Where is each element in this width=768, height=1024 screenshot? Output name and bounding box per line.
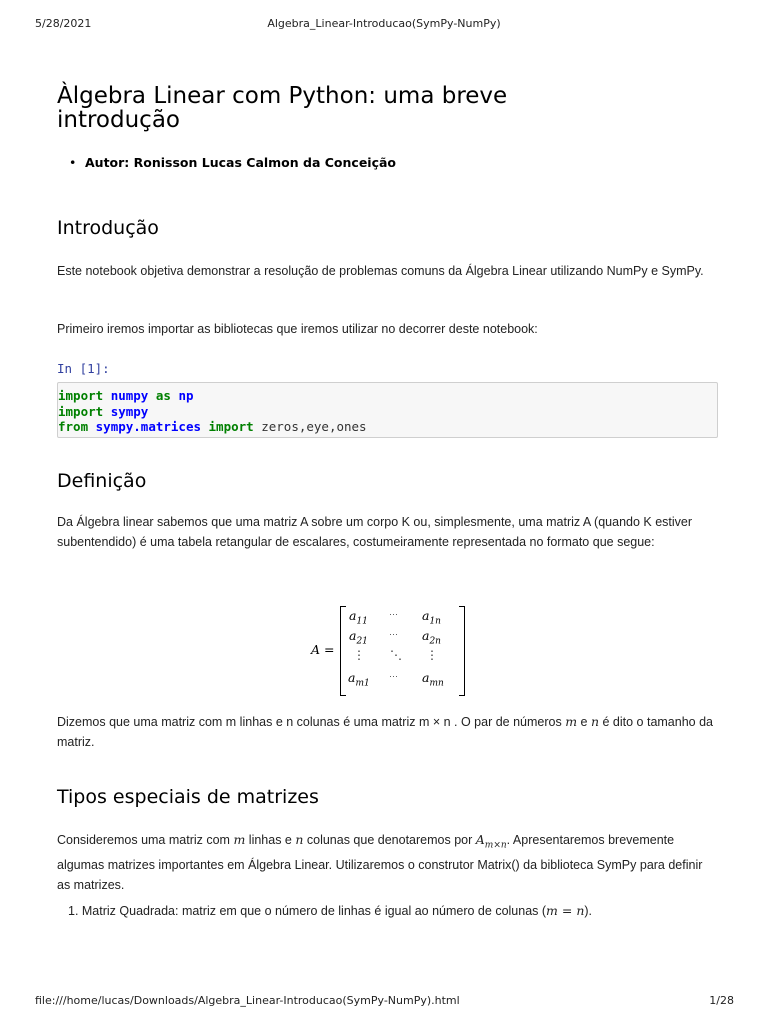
matrix-equation — [311, 606, 511, 698]
matrix-lhs — [311, 642, 334, 657]
text-run: e — [577, 715, 591, 729]
tipos-paragraph-1 — [57, 830, 718, 895]
matrix-hdots: ⋯ — [389, 672, 398, 682]
list-item — [57, 903, 592, 918]
matrix-cell — [422, 670, 444, 689]
text-run: 1. Matriz Quadrada: matriz em que o número de linhas é igual ao número de colunas ( — [68, 904, 547, 918]
code-identifiers: zeros,eye,ones — [261, 419, 367, 434]
left-bracket — [340, 606, 346, 696]
math-subscript: 21 — [356, 636, 368, 647]
code-module: numpy — [110, 388, 149, 403]
code-keyword: import — [58, 403, 104, 419]
text-run: é dito o tamanho da matriz. — [57, 715, 713, 749]
code-line-1 — [58, 388, 717, 404]
math-m: m — [565, 714, 578, 729]
code-keyword: import — [58, 388, 104, 403]
matrix-hdots: ⋯ — [389, 630, 398, 640]
section-heading-introducao: Introdução — [57, 217, 159, 239]
section-heading-definicao: Definição — [57, 470, 147, 492]
math-n: n — [590, 714, 600, 729]
section-heading-tipos: Tipos especiais de matrizes — [57, 786, 319, 808]
intro-paragraph-1: Este notebook objetiva demonstrar a resolução de problemas comuns da Álgebra Linear utilizando NumPy e SymPy. — [57, 264, 704, 278]
text-run: colunas que denotaremos por — [303, 833, 476, 847]
text-run: Consideremos uma matriz com — [57, 833, 234, 847]
math-m-equals-n: m = n — [546, 903, 585, 918]
print-header-title: Algebra_Linear-Introducao(SymPy-NumPy) — [267, 17, 501, 30]
page-title: Àlgebra Linear com Python: uma breve introdução — [57, 83, 508, 133]
right-bracket — [459, 606, 465, 696]
definicao-paragraph-2 — [57, 712, 718, 752]
cell-prompt: In [1]: — [57, 361, 110, 376]
author-list — [57, 155, 396, 170]
code-keyword: from — [58, 419, 89, 434]
math-subscript: 11 — [356, 616, 368, 627]
code-module: sympy.matrices — [95, 419, 201, 434]
text-run: ). — [584, 904, 593, 918]
matrix-cell — [349, 608, 368, 627]
matrix-cell — [349, 628, 368, 647]
math-symbol: A = — [311, 642, 335, 657]
math-symbol: a — [422, 608, 430, 623]
math-symbol: A — [475, 832, 485, 847]
print-footer-path: file:///home/lucas/Downloads/Algebra_Linear-Introducao(SymPy-NumPy).html — [35, 994, 460, 1007]
math-symbol: a — [422, 628, 430, 643]
matrix-vdots: ⋮ — [426, 648, 438, 662]
code-module: sympy — [110, 403, 149, 419]
intro-paragraph-2: Primeiro iremos importar as bibliotecas que iremos utilizar no decorrer deste notebook: — [57, 322, 538, 336]
math-symbol: a — [422, 670, 430, 685]
matrix-vdots: ⋮ — [353, 648, 365, 662]
math-n: n — [295, 832, 304, 847]
matrix-hdots: ⋯ — [389, 610, 398, 620]
math-m: m — [233, 832, 246, 847]
matrix-types-list — [57, 903, 592, 918]
math-subscript: 1n — [429, 616, 441, 627]
print-page-number: 1/28 — [709, 994, 734, 1007]
code-keyword: as — [155, 388, 171, 403]
code-cell[interactable] — [57, 382, 718, 438]
math-subscript: mn — [429, 678, 444, 689]
math-symbol: a — [348, 670, 356, 685]
text-run: . Apresentaremos brevemente algumas matrizes importantes em Álgebra Linear. Utilizaremos o construtor Matrix() da biblioteca SymPy para definir as matrizes. — [57, 833, 703, 892]
matrix-cell — [422, 628, 441, 647]
code-module: np — [178, 388, 194, 403]
author-item: • Autor: Ronisson Lucas Calmon da Conceição — [57, 155, 396, 170]
code-keyword: import — [208, 419, 254, 434]
math-symbol: a — [349, 628, 357, 643]
text-run: Dizemos que uma matriz com m linhas e n colunas é uma matriz m × n . O par de números — [57, 715, 566, 729]
matrix-cell — [422, 608, 441, 627]
matrix-ddots: ⋱ — [390, 648, 402, 662]
math-subscript: 2n — [429, 636, 441, 647]
math-subscript: m1 — [355, 678, 370, 689]
text-run: linhas e — [245, 833, 296, 847]
code-line-3 — [58, 419, 717, 435]
print-date: 5/28/2021 — [35, 17, 92, 30]
math-subscript: m×n — [484, 840, 507, 851]
code-line-2 — [58, 404, 717, 420]
definicao-paragraph-1: Da Álgebra linear sabemos que uma matriz A sobre um corpo K ou, simplesmente, uma matriz A (quando K estiver subentendido) é uma tabela retangular de escalares, costumeiramente representada no formato que segue: — [57, 515, 693, 549]
math-a-mxn — [475, 832, 507, 851]
math-symbol: a — [349, 608, 357, 623]
matrix-cell — [348, 670, 370, 689]
